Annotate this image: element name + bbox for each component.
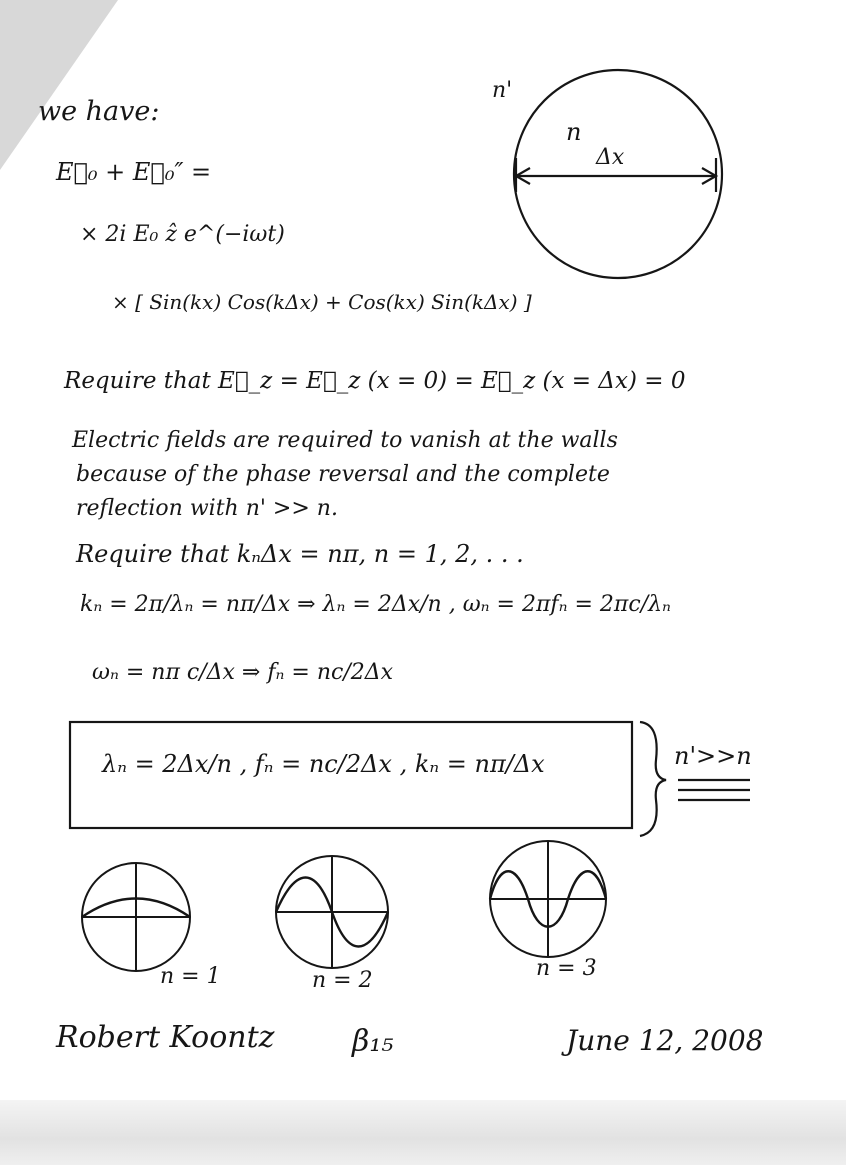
date: June 12, 2008: [566, 1024, 764, 1057]
mode-3-label: n = 3: [536, 956, 597, 981]
intro-heading: we have:: [38, 96, 160, 127]
mode-1-label: n = 1: [160, 964, 221, 989]
explanation-line-1: Electric fields are required to vanish at the walls: [72, 428, 618, 453]
cavity-diagram: [514, 70, 722, 278]
explanation-line-2: because of the phase reversal and the complete: [76, 462, 610, 487]
cavity-circle: [514, 70, 722, 278]
inner-index-label: n: [566, 118, 582, 146]
mode-3-diagram: [490, 841, 606, 957]
equation-line-1: E⃗₀ + E⃗₀″ =: [56, 158, 212, 186]
triple-underline: [678, 780, 750, 800]
equation-line-3: × [ Sin(kx) Cos(kΔx) + Cos(kx) Sin(kΔx) ]: [112, 290, 532, 314]
mode-2-label: n = 2: [312, 968, 373, 993]
width-label: Δx: [596, 145, 625, 170]
equation-line-2: × 2i E₀ ẑ e^(−iωt): [80, 222, 285, 247]
explanation-line-3: reflection with n' >> n.: [76, 496, 338, 521]
author-signature: Robert Koontz: [56, 1020, 275, 1055]
page-number: β₁₅: [352, 1024, 394, 1059]
wavenumber-relation: kₙ = 2π/λₙ = nπ/Δx ⇒ λₙ = 2Δx/n , ωₙ = 2πfₙ = 2πc/λₙ: [80, 592, 671, 617]
mode-2-diagram: [276, 856, 388, 968]
mode-1-diagram: [82, 863, 190, 971]
validity-condition: n'>>n: [674, 742, 752, 770]
outer-index-label: n': [492, 78, 513, 103]
quantization-requirement: Require that kₙΔx = nπ, n = 1, 2, . . .: [76, 540, 524, 568]
curly-brace: [640, 722, 666, 836]
boundary-requirement: Require that E⃗_z = E⃗_z (x = 0) = E⃗_z (x = Δx) = 0: [64, 368, 686, 394]
frequency-relation: ωₙ = nπ c/Δx ⇒ fₙ = nc/2Δx: [92, 660, 394, 685]
boxed-result: λₙ = 2Δx/n , fₙ = nc/2Δx , kₙ = nπ/Δx: [102, 750, 545, 778]
